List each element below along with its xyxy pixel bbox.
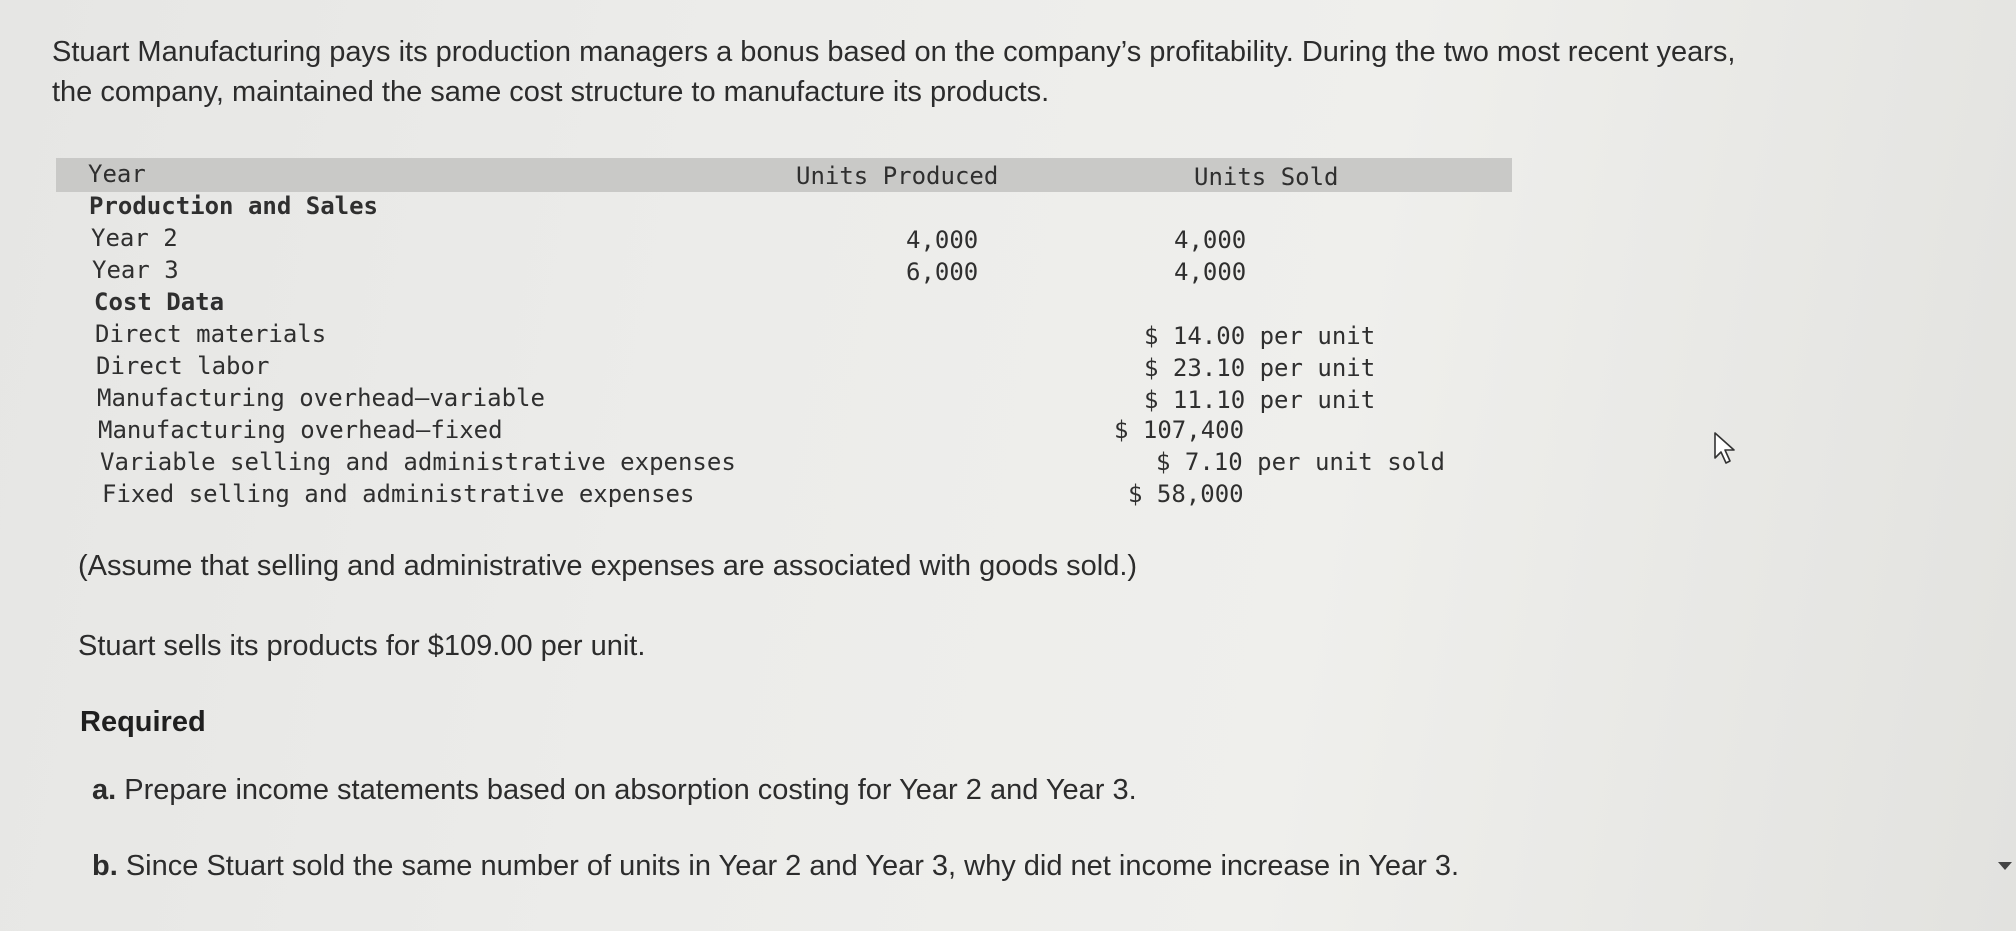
cost-value-overhead-fixed: $ 107,400: [1114, 416, 1245, 444]
requirement-b-text: Since Stuart sold the same number of units in Year 2 and Year 3, why did net income increase in Year 3.: [117, 850, 1460, 882]
cost-label-overhead-variable: Manufacturing overhead–variable: [97, 384, 545, 412]
requirement-b-letter: b.: [92, 850, 118, 882]
requirement-a-text: Prepare income statements based on absorption costing for Year 2 and Year 3.: [116, 774, 1137, 806]
cost-label-fixed-sga: Fixed selling and administrative expenses: [102, 480, 695, 508]
problem-intro: [52, 32, 1972, 112]
intro-line-2: the company, maintained the same cost structure to manufacture its products.: [52, 76, 1050, 108]
row-label-year-2: Year 2: [91, 224, 178, 252]
requirement-b: [92, 850, 1459, 883]
required-heading: Required: [80, 706, 206, 738]
cost-label-direct-materials: Direct materials: [95, 320, 327, 348]
cost-value-fixed-sga: $ 58,000: [1128, 480, 1244, 508]
row-year-3-produced: 6,000: [906, 258, 979, 286]
cost-value-direct-labor: $ 23.10 per unit: [1144, 354, 1376, 382]
cost-value-direct-materials: $ 14.00 per unit: [1144, 322, 1376, 350]
requirement-a-letter: a.: [92, 774, 117, 806]
row-year-2-sold: 4,000: [1174, 226, 1247, 254]
row-year-2-produced: 4,000: [906, 226, 979, 254]
assumption-note: (Assume that selling and administrative expenses are associated with goods sold.): [78, 550, 1138, 582]
section-cost-data: Cost Data: [94, 288, 225, 316]
row-label-year-3: Year 3: [92, 256, 179, 284]
cost-value-overhead-variable: $ 11.10 per unit: [1144, 386, 1376, 414]
intro-line-1: Stuart Manufacturing pays its production managers a bonus based on the company’s profitability. During the two most recent years,: [52, 36, 1736, 68]
section-production-and-sales: Production and Sales: [89, 192, 378, 220]
row-year-3-sold: 4,000: [1174, 258, 1247, 286]
scroll-down-arrow-icon[interactable]: [1998, 862, 2012, 870]
cost-label-overhead-fixed: Manufacturing overhead–fixed: [98, 416, 503, 444]
requirement-a: [92, 774, 1137, 807]
cost-label-direct-labor: Direct labor: [96, 352, 270, 380]
header-units-sold: Units Sold: [1194, 163, 1339, 191]
cost-value-variable-sga: $ 7.10 per unit sold: [1156, 448, 1445, 476]
header-units-produced: Units Produced: [796, 162, 999, 190]
mouse-pointer-icon: [1710, 430, 1740, 466]
cost-label-variable-sga: Variable selling and administrative expenses: [100, 448, 736, 476]
selling-price-note: Stuart sells its products for $109.00 per unit.: [78, 630, 646, 662]
header-year: Year: [88, 160, 146, 188]
